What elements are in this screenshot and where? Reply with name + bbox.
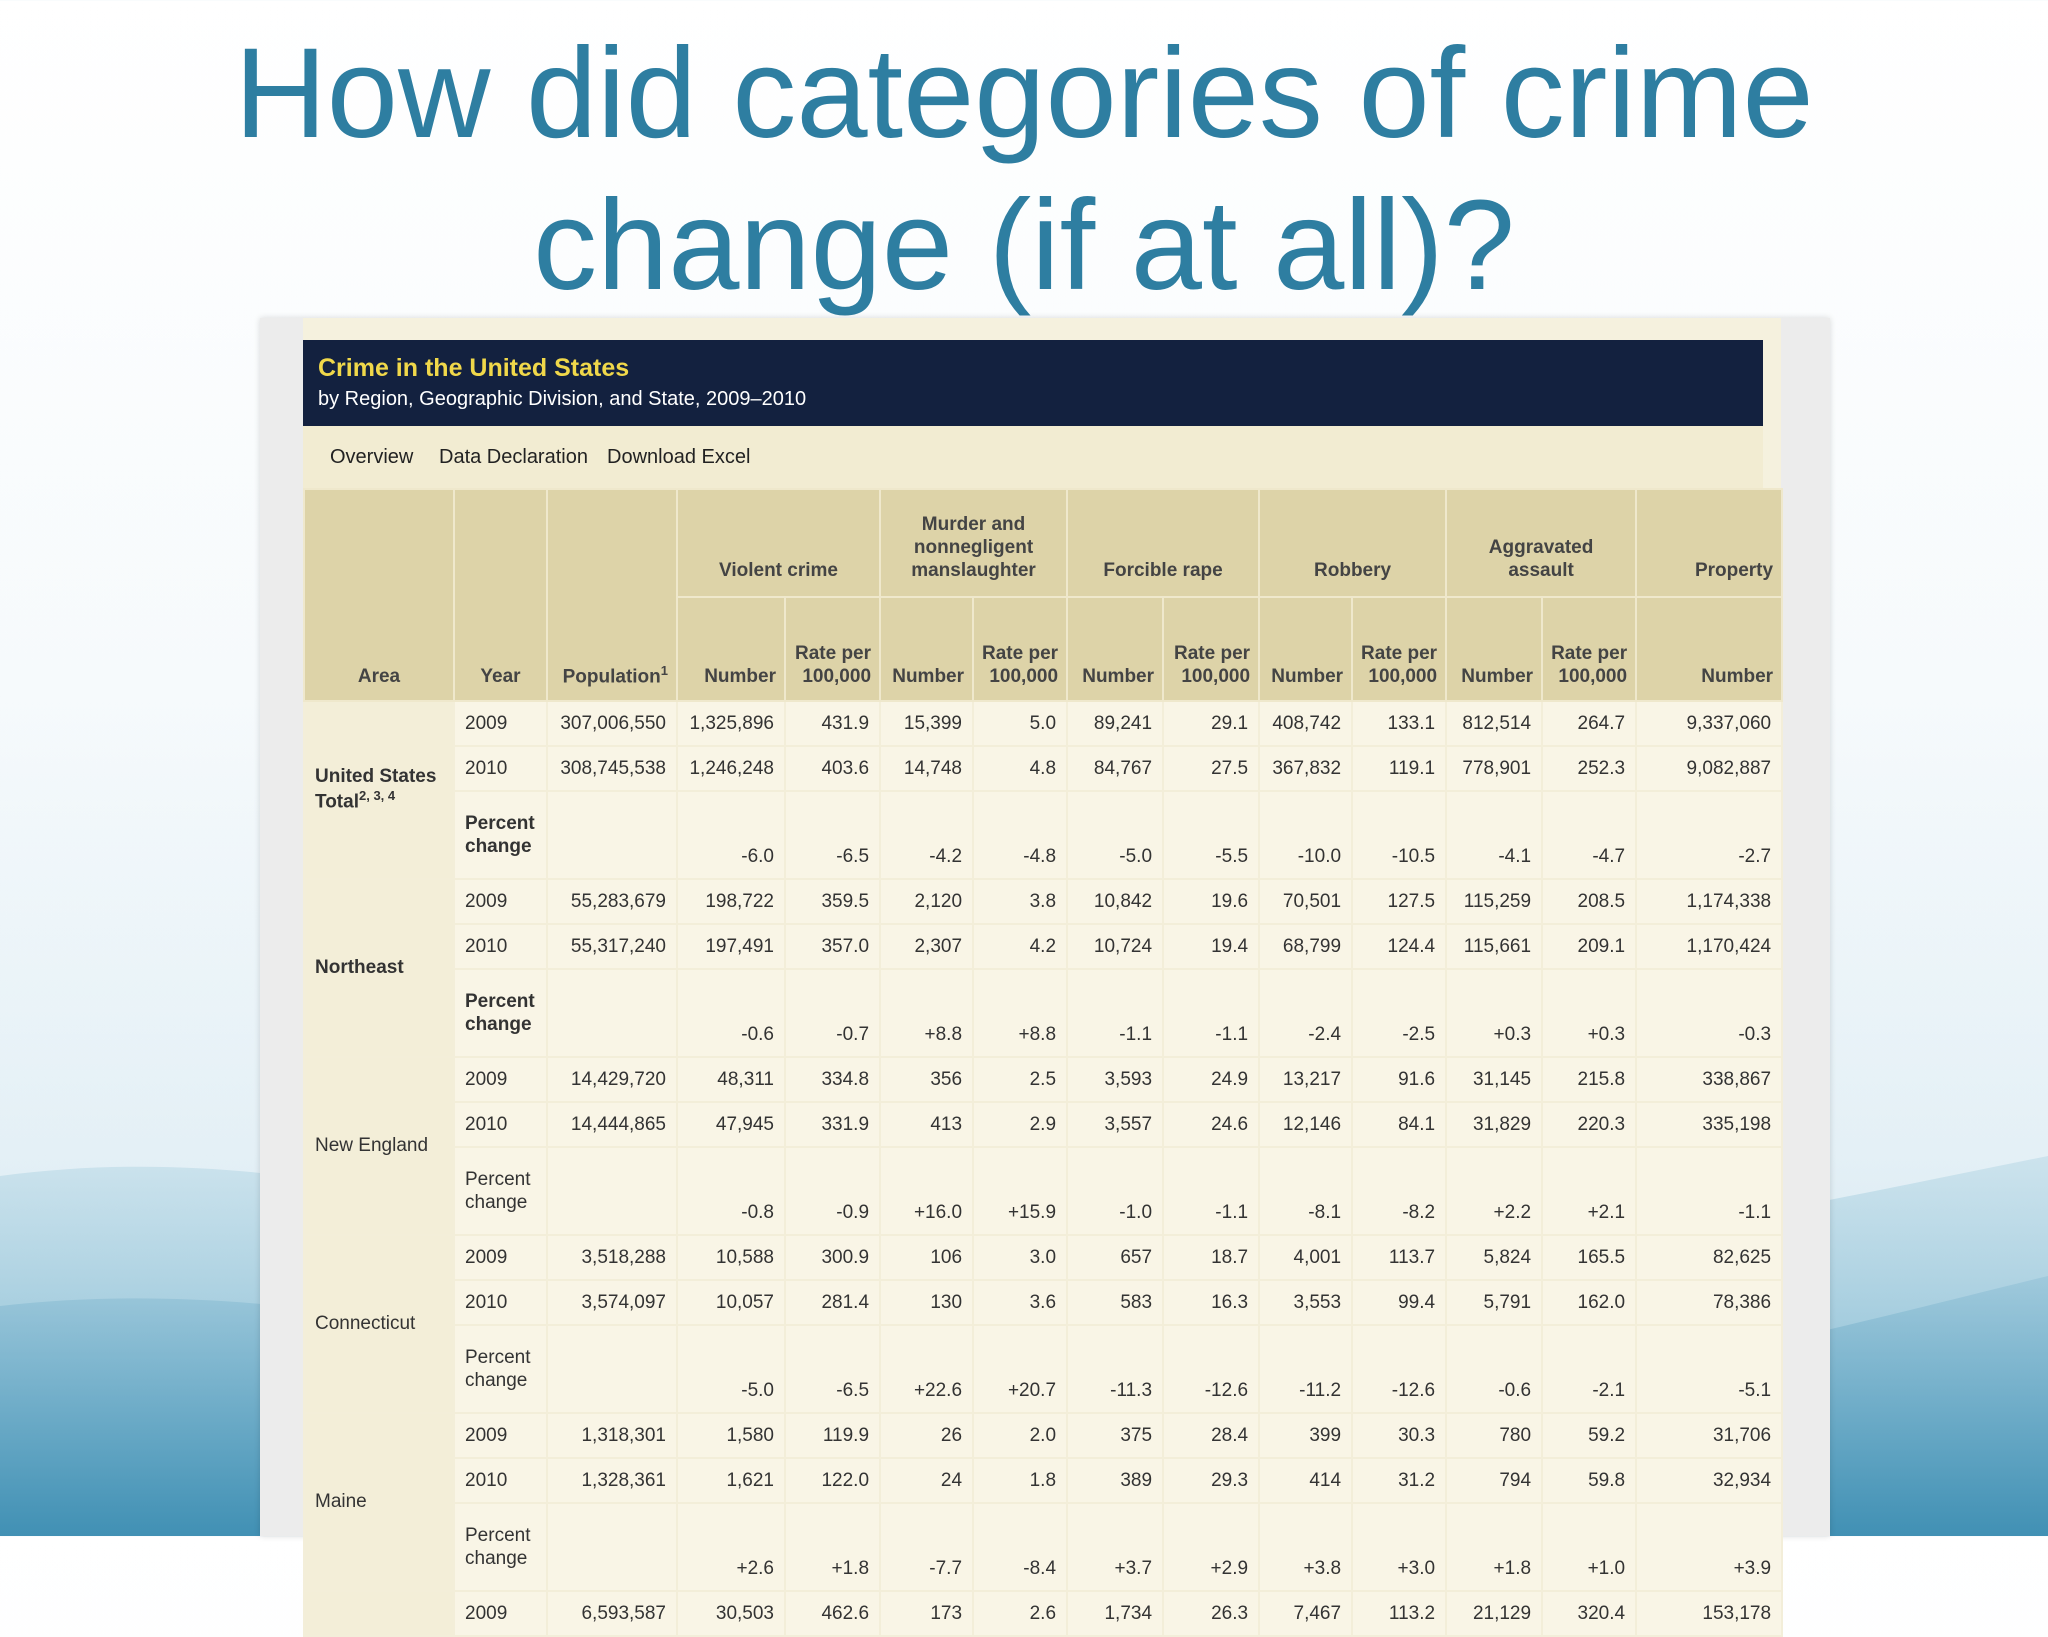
area-cell	[304, 701, 454, 879]
value-cell: 778,901	[1446, 746, 1542, 791]
value-cell: +1.8	[785, 1503, 880, 1591]
population-cell	[547, 1325, 677, 1413]
value-cell: 1.8	[973, 1458, 1067, 1503]
value-cell: -8.4	[973, 1503, 1067, 1591]
value-cell: -5.0	[677, 1325, 785, 1413]
value-cell: 359.5	[785, 879, 880, 924]
area-label: New England	[315, 1135, 429, 1156]
value-cell: -4.7	[1542, 791, 1636, 879]
value-cell: 338,867	[1636, 1057, 1782, 1102]
value-cell: -11.2	[1259, 1325, 1352, 1413]
value-cell: -6.5	[785, 1325, 880, 1413]
area-cell	[304, 1591, 454, 1636]
value-cell: -0.9	[785, 1147, 880, 1235]
value-cell: 130	[880, 1280, 973, 1325]
value-cell: 29.3	[1163, 1458, 1259, 1503]
value-cell: 162.0	[1542, 1280, 1636, 1325]
value-cell: +2.2	[1446, 1147, 1542, 1235]
value-cell: 30,503	[677, 1591, 785, 1636]
value-cell: 26.3	[1163, 1591, 1259, 1636]
value-cell: +2.1	[1542, 1147, 1636, 1235]
col-header-rate: Rate per 100,000	[785, 597, 880, 701]
value-cell: 119.9	[785, 1413, 880, 1458]
col-header-rate: Rate per 100,000	[1542, 597, 1636, 701]
value-cell: -1.1	[1163, 969, 1259, 1057]
value-cell: 10,724	[1067, 924, 1163, 969]
value-cell: 375	[1067, 1413, 1163, 1458]
value-cell: 3.6	[973, 1280, 1067, 1325]
value-cell: 3.0	[973, 1235, 1067, 1280]
value-cell: 780	[1446, 1413, 1542, 1458]
value-cell: 4.2	[973, 924, 1067, 969]
value-cell: 31,706	[1636, 1413, 1782, 1458]
value-cell: 31,829	[1446, 1102, 1542, 1147]
table-row	[304, 701, 1782, 746]
value-cell: 2.5	[973, 1057, 1067, 1102]
report-banner	[303, 340, 1763, 426]
col-header-number: Number	[677, 597, 785, 701]
table-row	[304, 1102, 1782, 1147]
value-cell: 59.2	[1542, 1413, 1636, 1458]
value-cell: 2.0	[973, 1413, 1067, 1458]
value-cell: +20.7	[973, 1325, 1067, 1413]
year-cell: 2010	[454, 924, 547, 969]
value-cell: 300.9	[785, 1235, 880, 1280]
value-cell: -0.6	[677, 969, 785, 1057]
table-row	[304, 1235, 1782, 1280]
value-cell: -1.0	[1067, 1147, 1163, 1235]
value-cell: +3.7	[1067, 1503, 1163, 1591]
value-cell: 9,337,060	[1636, 701, 1782, 746]
value-cell: 153,178	[1636, 1591, 1782, 1636]
value-cell: +1.0	[1542, 1503, 1636, 1591]
value-cell: 1,246,248	[677, 746, 785, 791]
year-cell: 2009	[454, 1057, 547, 1102]
population-label: Population	[562, 666, 661, 687]
year-cell: 2009	[454, 1413, 547, 1458]
value-cell: 10,057	[677, 1280, 785, 1325]
value-cell: 48,311	[677, 1057, 785, 1102]
year-cell: 2009	[454, 701, 547, 746]
value-cell: -1.1	[1067, 969, 1163, 1057]
value-cell: -7.7	[880, 1503, 973, 1591]
value-cell: 29.1	[1163, 701, 1259, 746]
population-cell: 1,328,361	[547, 1458, 677, 1503]
value-cell: 24.6	[1163, 1102, 1259, 1147]
value-cell: +16.0	[880, 1147, 973, 1235]
value-cell: 2.6	[973, 1591, 1067, 1636]
value-cell: -4.1	[1446, 791, 1542, 879]
value-cell: 14,748	[880, 746, 973, 791]
value-cell: -8.2	[1352, 1147, 1446, 1235]
value-cell: 320.4	[1542, 1591, 1636, 1636]
value-cell: +1.8	[1446, 1503, 1542, 1591]
value-cell: 335,198	[1636, 1102, 1782, 1147]
value-cell: 32,934	[1636, 1458, 1782, 1503]
table-row	[304, 924, 1782, 969]
value-cell: 124.4	[1352, 924, 1446, 969]
value-cell: +3.8	[1259, 1503, 1352, 1591]
value-cell: 1,174,338	[1636, 879, 1782, 924]
table-row	[304, 746, 1782, 791]
value-cell: 59.8	[1542, 1458, 1636, 1503]
value-cell: 24.9	[1163, 1057, 1259, 1102]
value-cell: 812,514	[1446, 701, 1542, 746]
value-cell: 5.0	[973, 701, 1067, 746]
value-cell: 414	[1259, 1458, 1352, 1503]
area-label: Maine	[315, 1491, 367, 1512]
value-cell: 28.4	[1163, 1413, 1259, 1458]
value-cell: 794	[1446, 1458, 1542, 1503]
value-cell: 334.8	[785, 1057, 880, 1102]
area-label: Connecticut	[315, 1313, 416, 1334]
col-header-area: Area	[304, 489, 454, 701]
value-cell: 173	[880, 1591, 973, 1636]
population-cell: 55,283,679	[547, 879, 677, 924]
group-header-robbery: Robbery	[1259, 489, 1446, 597]
population-cell: 14,429,720	[547, 1057, 677, 1102]
year-cell: 2010	[454, 1102, 547, 1147]
year-cell: Percent change	[454, 969, 547, 1057]
value-cell: +2.6	[677, 1503, 785, 1591]
value-cell: 12,146	[1259, 1102, 1352, 1147]
value-cell: 91.6	[1352, 1057, 1446, 1102]
area-label: Northeast	[315, 957, 404, 978]
value-cell: 82,625	[1636, 1235, 1782, 1280]
population-cell: 307,006,550	[547, 701, 677, 746]
report-subtitle: by Region, Geographic Division, and State, 2009–2010	[318, 388, 807, 410]
year-cell: 2009	[454, 879, 547, 924]
value-cell: 389	[1067, 1458, 1163, 1503]
value-cell: 10,588	[677, 1235, 785, 1280]
report-nav	[303, 426, 1763, 489]
nav-download-excel-link[interactable]: Download Excel	[607, 446, 751, 468]
value-cell: 99.4	[1352, 1280, 1446, 1325]
value-cell: +8.8	[973, 969, 1067, 1057]
value-cell: -10.0	[1259, 791, 1352, 879]
value-cell: 220.3	[1542, 1102, 1636, 1147]
value-cell: -2.1	[1542, 1325, 1636, 1413]
value-cell: 413	[880, 1102, 973, 1147]
table-row	[304, 1413, 1782, 1458]
value-cell: 408,742	[1259, 701, 1352, 746]
value-cell: 3,557	[1067, 1102, 1163, 1147]
value-cell: -8.1	[1259, 1147, 1352, 1235]
population-cell: 6,593,587	[547, 1591, 677, 1636]
value-cell: 10,842	[1067, 879, 1163, 924]
value-cell: 197,491	[677, 924, 785, 969]
table-row	[304, 1458, 1782, 1503]
population-cell	[547, 969, 677, 1057]
value-cell: 2,120	[880, 879, 973, 924]
table-row	[304, 879, 1782, 924]
value-cell: 106	[880, 1235, 973, 1280]
report-title: Crime in the United States	[318, 354, 630, 382]
value-cell: 4.8	[973, 746, 1067, 791]
area-footnote: 2, 3, 4	[358, 788, 396, 804]
group-header-rape: Forcible rape	[1067, 489, 1259, 597]
value-cell: 1,325,896	[677, 701, 785, 746]
value-cell: 78,386	[1636, 1280, 1782, 1325]
table-row	[304, 1591, 1782, 1636]
value-cell: -12.6	[1163, 1325, 1259, 1413]
population-cell	[547, 1147, 677, 1235]
area-cell	[304, 1057, 454, 1235]
value-cell: 1,170,424	[1636, 924, 1782, 969]
value-cell: 9,082,887	[1636, 746, 1782, 791]
value-cell: -6.0	[677, 791, 785, 879]
value-cell: 3,593	[1067, 1057, 1163, 1102]
value-cell: 209.1	[1542, 924, 1636, 969]
value-cell: 4,001	[1259, 1235, 1352, 1280]
col-header-rate: Rate per 100,000	[973, 597, 1067, 701]
value-cell: 13,217	[1259, 1057, 1352, 1102]
value-cell: 356	[880, 1057, 973, 1102]
population-cell: 3,518,288	[547, 1235, 677, 1280]
group-header-murder: Murder and nonnegligent manslaughter	[880, 489, 1067, 597]
value-cell: 252.3	[1542, 746, 1636, 791]
value-cell: 198,722	[677, 879, 785, 924]
value-cell: 18.7	[1163, 1235, 1259, 1280]
col-header-population	[547, 489, 677, 701]
area-cell	[304, 879, 454, 1057]
population-cell	[547, 1503, 677, 1591]
value-cell: 19.4	[1163, 924, 1259, 969]
value-cell: 165.5	[1542, 1235, 1636, 1280]
area-cell	[304, 1413, 454, 1591]
value-cell: +8.8	[880, 969, 973, 1057]
value-cell: -0.8	[677, 1147, 785, 1235]
col-header-number: Number	[1446, 597, 1542, 701]
table-row	[304, 969, 1782, 1057]
value-cell: 3,553	[1259, 1280, 1352, 1325]
value-cell: 68,799	[1259, 924, 1352, 969]
population-cell	[547, 791, 677, 879]
value-cell: 357.0	[785, 924, 880, 969]
value-cell: 127.5	[1352, 879, 1446, 924]
value-cell: 31,145	[1446, 1057, 1542, 1102]
value-cell: 367,832	[1259, 746, 1352, 791]
value-cell: 5,791	[1446, 1280, 1542, 1325]
population-cell: 14,444,865	[547, 1102, 677, 1147]
population-cell: 55,317,240	[547, 924, 677, 969]
col-header-number: Number	[1067, 597, 1163, 701]
value-cell: -4.8	[973, 791, 1067, 879]
col-header-number: Number	[1259, 597, 1352, 701]
slide-title-line2: change (if at all)?	[533, 174, 1515, 317]
value-cell: 89,241	[1067, 701, 1163, 746]
web-page	[303, 318, 1781, 1624]
value-cell: 113.7	[1352, 1235, 1446, 1280]
year-cell: 2009	[454, 1591, 547, 1636]
value-cell: 27.5	[1163, 746, 1259, 791]
value-cell: +0.3	[1446, 969, 1542, 1057]
value-cell: 19.6	[1163, 879, 1259, 924]
value-cell: 133.1	[1352, 701, 1446, 746]
value-cell: 5,824	[1446, 1235, 1542, 1280]
value-cell: 1,734	[1067, 1591, 1163, 1636]
year-cell: Percent change	[454, 1503, 547, 1591]
value-cell: 331.9	[785, 1102, 880, 1147]
value-cell: 24	[880, 1458, 973, 1503]
value-cell: -0.7	[785, 969, 880, 1057]
value-cell: -11.3	[1067, 1325, 1163, 1413]
year-cell: 2010	[454, 1458, 547, 1503]
value-cell: 215.8	[1542, 1057, 1636, 1102]
value-cell: 2,307	[880, 924, 973, 969]
value-cell: 31.2	[1352, 1458, 1446, 1503]
value-cell: 403.6	[785, 746, 880, 791]
value-cell: -4.2	[880, 791, 973, 879]
value-cell: 26	[880, 1413, 973, 1458]
value-cell: 281.4	[785, 1280, 880, 1325]
value-cell: 1,621	[677, 1458, 785, 1503]
slide-title	[0, 18, 2048, 322]
group-header-assault: Aggravated assault	[1446, 489, 1636, 597]
value-cell: 208.5	[1542, 879, 1636, 924]
value-cell: 30.3	[1352, 1413, 1446, 1458]
value-cell: +22.6	[880, 1325, 973, 1413]
value-cell: 1,580	[677, 1413, 785, 1458]
col-header-year: Year	[454, 489, 547, 701]
value-cell: 3.8	[973, 879, 1067, 924]
nav-data-declaration-link[interactable]: Data Declaration	[439, 446, 588, 468]
nav-overview-link[interactable]: Overview	[330, 446, 414, 468]
value-cell: +3.0	[1352, 1503, 1446, 1591]
col-header-rate: Rate per 100,000	[1163, 597, 1259, 701]
value-cell: -2.7	[1636, 791, 1782, 879]
value-cell: -2.4	[1259, 969, 1352, 1057]
value-cell: -2.5	[1352, 969, 1446, 1057]
value-cell: +2.9	[1163, 1503, 1259, 1591]
value-cell: 583	[1067, 1280, 1163, 1325]
population-cell: 1,318,301	[547, 1413, 677, 1458]
value-cell: -0.6	[1446, 1325, 1542, 1413]
value-cell: -12.6	[1352, 1325, 1446, 1413]
value-cell: 16.3	[1163, 1280, 1259, 1325]
value-cell: +0.3	[1542, 969, 1636, 1057]
value-cell: 264.7	[1542, 701, 1636, 746]
value-cell: -6.5	[785, 791, 880, 879]
value-cell: +3.9	[1636, 1503, 1782, 1591]
value-cell: -1.1	[1163, 1147, 1259, 1235]
value-cell: +15.9	[973, 1147, 1067, 1235]
slide-title-line1: How did categories of crime	[234, 22, 1814, 165]
year-cell: Percent change	[454, 791, 547, 879]
area-cell	[304, 1235, 454, 1413]
table-row	[304, 1325, 1782, 1413]
population-cell: 3,574,097	[547, 1280, 677, 1325]
value-cell: 2.9	[973, 1102, 1067, 1147]
value-cell: 113.2	[1352, 1591, 1446, 1636]
value-cell: 399	[1259, 1413, 1352, 1458]
value-cell: 462.6	[785, 1591, 880, 1636]
crime-table	[303, 488, 1783, 1637]
value-cell: -10.5	[1352, 791, 1446, 879]
value-cell: -0.3	[1636, 969, 1782, 1057]
table-row	[304, 1280, 1782, 1325]
value-cell: 84.1	[1352, 1102, 1446, 1147]
value-cell: 84,767	[1067, 746, 1163, 791]
area-label: United States Total	[315, 766, 437, 813]
year-cell: Percent change	[454, 1147, 547, 1235]
group-header-property: Property	[1636, 489, 1782, 597]
year-cell: Percent change	[454, 1325, 547, 1413]
year-cell: 2010	[454, 746, 547, 791]
value-cell: 21,129	[1446, 1591, 1542, 1636]
table-row	[304, 1503, 1782, 1591]
value-cell: 119.1	[1352, 746, 1446, 791]
col-header-number: Number	[1636, 597, 1782, 701]
value-cell: 657	[1067, 1235, 1163, 1280]
value-cell: 115,259	[1446, 879, 1542, 924]
group-header-violent: Violent crime	[677, 489, 880, 597]
value-cell: 15,399	[880, 701, 973, 746]
value-cell: 7,467	[1259, 1591, 1352, 1636]
embedded-screenshot	[260, 318, 1830, 1624]
value-cell: 115,661	[1446, 924, 1542, 969]
value-cell: 70,501	[1259, 879, 1352, 924]
table-row	[304, 791, 1782, 879]
population-cell: 308,745,538	[547, 746, 677, 791]
value-cell: -5.5	[1163, 791, 1259, 879]
table-row	[304, 1057, 1782, 1102]
value-cell: 47,945	[677, 1102, 785, 1147]
col-header-number: Number	[880, 597, 973, 701]
population-footnote: 1	[660, 662, 668, 678]
value-cell: -1.1	[1636, 1147, 1782, 1235]
year-cell: 2010	[454, 1280, 547, 1325]
col-header-rate: Rate per 100,000	[1352, 597, 1446, 701]
value-cell: -5.0	[1067, 791, 1163, 879]
value-cell: 431.9	[785, 701, 880, 746]
value-cell: 122.0	[785, 1458, 880, 1503]
table-row	[304, 1147, 1782, 1235]
value-cell: -5.1	[1636, 1325, 1782, 1413]
year-cell: 2009	[454, 1235, 547, 1280]
